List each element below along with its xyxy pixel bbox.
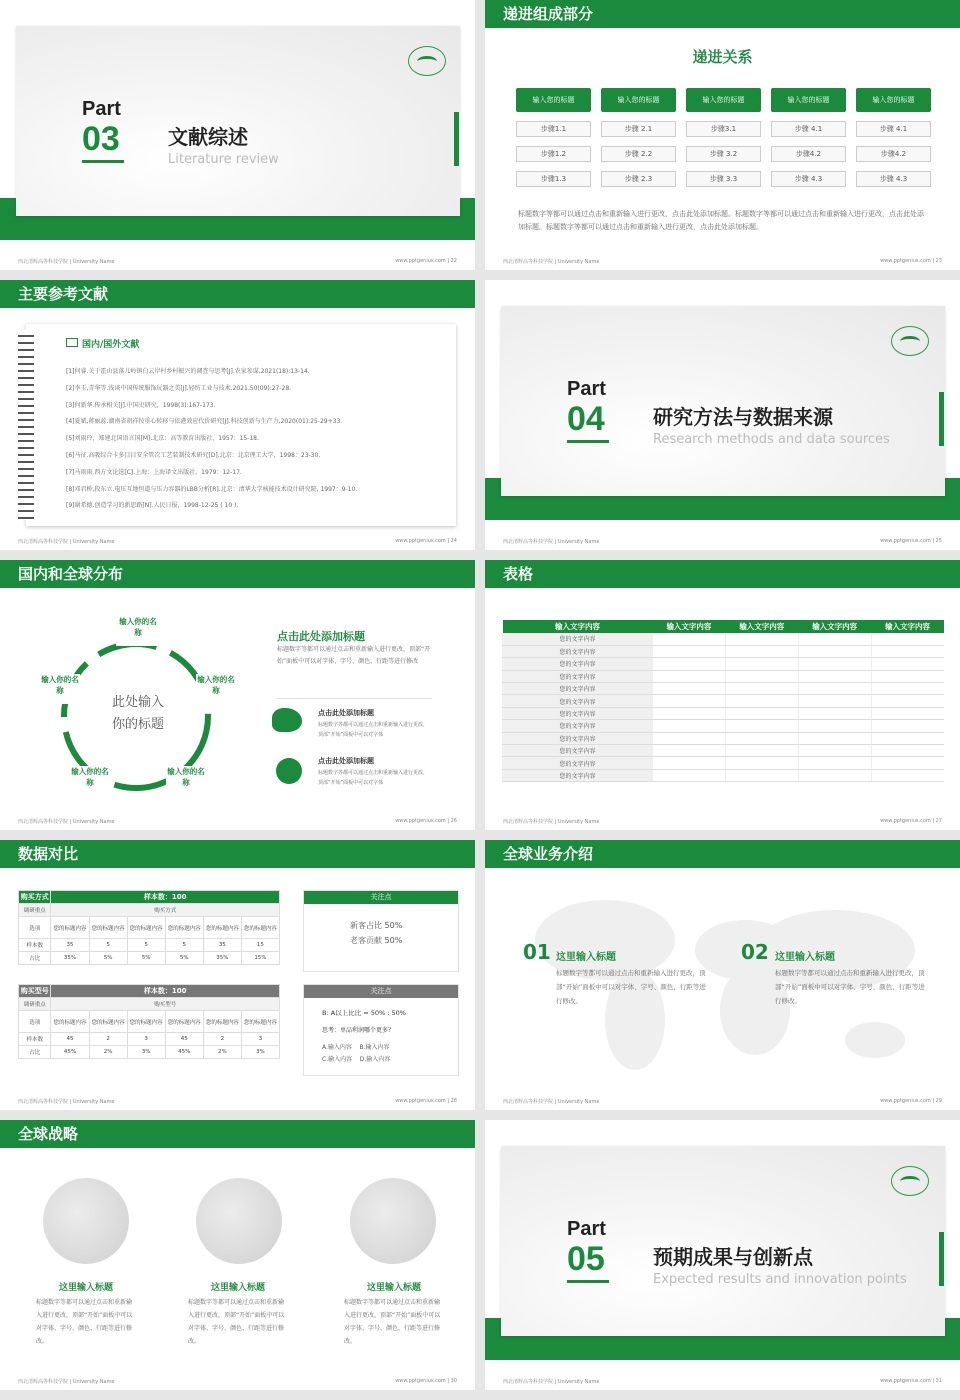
table-cell [871, 757, 944, 769]
slide-title-bar: 全球战略 [0, 1120, 475, 1148]
pct-cell: 2% [89, 1046, 127, 1059]
option-cell: 您的标题内容 [241, 1011, 279, 1033]
table-title: 购买方式 [19, 891, 51, 904]
table-cell [725, 707, 798, 719]
strategy-text: 标题数字等都可以通过点击和重新输入进行更改，顶部“开始”面板中可以对字体、字号、颜色、行距等进行修改。 [188, 1299, 285, 1345]
footer-site: www.pptgenius.com [880, 258, 931, 264]
pct-cell: 占比 [19, 1046, 51, 1059]
slide-25[interactable]: Part 04 研究方法与数据来源 Research methods and data sources 西北清辉高等科技学院 | University Name www.pptgenius.com | 25 [485, 280, 960, 550]
table-cell: 您的文字内容 [503, 633, 653, 645]
slide-31[interactable]: Part 05 预期成果与创新点 Expected results and innovation points 西北清辉高等科技学院 | University Name www.pptgenius.com | 31 [485, 1120, 960, 1390]
section-subtitle: Research methods and data sources [653, 432, 890, 447]
option-cell: 您的标题内容 [89, 917, 127, 939]
step-box: 步骤1.3 [516, 171, 591, 187]
table-cell [798, 707, 871, 719]
page-number: 26 [450, 818, 457, 824]
item-heading: 这里输入标题 [775, 952, 835, 963]
slide-title-bar: 国内和全球分布 [0, 560, 475, 588]
count-cell: 45 [51, 1033, 89, 1046]
part-number: 04 [567, 400, 605, 438]
footer-school: 西北清辉高等科技学院 | University Name [18, 819, 115, 825]
table-cell [725, 683, 798, 695]
table-cell [798, 683, 871, 695]
option-label: 选项 [19, 917, 51, 939]
table-cell [798, 769, 871, 781]
footer-site: www.pptgenius.com [395, 258, 446, 264]
school-logo-icon [891, 326, 929, 356]
table-cell: 您的文字内容 [503, 695, 653, 707]
footer-site: www.pptgenius.com [395, 538, 446, 544]
focus-header: 关注点 [304, 891, 458, 904]
table-row [503, 769, 945, 781]
slide-title-bar: 主要参考文献 [0, 280, 475, 308]
globe-icon [350, 1178, 436, 1264]
table-row [503, 695, 945, 707]
table-row [503, 658, 945, 670]
step-box: 步骤1.2 [516, 146, 591, 162]
option-label: 选项 [19, 1011, 51, 1033]
step-box: 步骤3.1 [686, 121, 761, 137]
footer-site: www.pptgenius.com [880, 1378, 931, 1384]
count-cell: 5 [89, 939, 127, 952]
slide-29[interactable]: 全球业务介绍 01 这里输入标题 标题数字等都可以通过点击和重新输入进行更改，顶部“开始”面板中可以对字体、字号、颜色、行距等进行修改。 02 这里输入标题 标题数字等都可以通过点击和重新输入进行更改，顶部“开始”面板中可以对字体、字号、颜色、行距等进行修改。 西北清辉高等科技学院 | University Name www.pptgenius.com | 29 [485, 840, 960, 1110]
table-row [503, 757, 945, 769]
reference-item: [3]何新华.传承相关[J].中国史研究，1998(3):167-173. [66, 401, 216, 409]
focus-line: 老客贡献 50% [350, 936, 403, 945]
step-box: 步骤4.2 [856, 146, 931, 162]
part-underline [82, 160, 124, 163]
part-label: Part [567, 1218, 606, 1240]
reference-item: [4]夏斌,蒋丽蕊.湖南省胡祥按重心转移与依港效应代价研究[J].科技创新与生产力,2020(01):25-29+33. [66, 418, 343, 426]
slide-title-bar: 全球业务介绍 [485, 840, 960, 868]
step-box: 步骤 2.1 [601, 121, 676, 137]
table-cell [871, 683, 944, 695]
sample-size: 样本数：100 [51, 891, 280, 904]
table-cell: 您的文字内容 [503, 732, 653, 744]
section-title: 预期成果与创新点 [653, 1245, 813, 1269]
focus-line: 新客占比 50% [350, 921, 403, 930]
strategy-heading: 这里输入标题 [58, 1283, 113, 1293]
page-number: 31 [935, 1378, 942, 1384]
focus-card-1 [303, 890, 459, 972]
globe-icon [276, 758, 302, 784]
footer-school: 西北清辉高等科技学院 | University Name [503, 259, 600, 265]
option-cell: 您的标题内容 [89, 1011, 127, 1033]
reference-item: [6]马征.高吸综合卡多目目安全管次工艺装制技术研究[D].北京：北京理工大学，1998：23-30. [66, 451, 321, 459]
item-text: 标题数字等都可以通过点击和重新输入进行更改，顶部“开始”面板中可以对字体 [318, 770, 429, 786]
option-cell: 您的标题内容 [127, 1011, 165, 1033]
table-cell [725, 695, 798, 707]
table-cell [653, 683, 726, 695]
table-header: 输入文字内容 [666, 622, 712, 631]
table-cell: 您的文字内容 [503, 707, 653, 719]
china-map-icon [272, 708, 302, 732]
table-cell [871, 670, 944, 682]
footer-school: 西北清辉高等科技学院 | University Name [18, 539, 115, 545]
reference-list [66, 364, 446, 515]
pct-cell: 35% [203, 952, 241, 965]
step-box: 步骤1.1 [516, 121, 591, 137]
table-cell [798, 745, 871, 757]
step-box: 步骤 4.1 [856, 121, 931, 137]
table-cell [725, 633, 798, 645]
spiral-binding [18, 330, 34, 520]
strategy-text: 标题数字等都可以通过点击和重新输入进行更改，顶部“开始”面板中可以对字体、字号、颜色、行距等进行修改。 [36, 1299, 133, 1345]
accent-bar [454, 112, 459, 166]
step-column [856, 88, 931, 187]
count-cell: 2 [203, 1033, 241, 1046]
focus-value: 购买型号 [51, 998, 280, 1011]
pct-cell: 45% [51, 1046, 89, 1059]
footer-site: www.pptgenius.com [880, 538, 931, 544]
table-cell: 您的文字内容 [503, 683, 653, 695]
table-cell: 您的文字内容 [503, 745, 653, 757]
step-box: 步骤4.2 [771, 146, 846, 162]
table-header: 输入文字内容 [812, 622, 858, 631]
table-cell [653, 670, 726, 682]
focus-label: 调研重点 [19, 904, 51, 917]
focus-line: B: A以上比比 = 50% : 50% [322, 1009, 406, 1017]
table-cell: 您的文字内容 [503, 658, 653, 670]
page-number: 30 [450, 1378, 457, 1384]
table-row [503, 645, 945, 657]
item-heading: 点击此处添加标题 [318, 709, 374, 717]
focus-card-2 [303, 984, 459, 1076]
pct-cell: 5% [127, 952, 165, 965]
reference-item: [9]谢希德.创造学习的新思路[N].人民日报，1998-12-25 ( 10 ). [66, 502, 239, 510]
globe-icon [196, 1178, 282, 1264]
compare-table-1 [18, 890, 280, 965]
pct-cell: 3% [127, 1046, 165, 1059]
option-cell: 您的标题内容 [203, 1011, 241, 1033]
item-number: 01 [523, 940, 551, 964]
column-header: 输入您的标题 [601, 88, 676, 112]
reference-item: [2]李玉,青华等.浅谈中国传统服饰玩器之美[J].轻纺工业与技术.2021.50(09):27-28. [66, 384, 292, 392]
pct-cell: 5% [89, 952, 127, 965]
count-cell: 45 [165, 1033, 203, 1046]
table-cell [798, 633, 871, 645]
section-subtitle: Literature review [168, 152, 279, 167]
table-cell: 您的文字内容 [503, 720, 653, 732]
column-header: 输入您的标题 [686, 88, 761, 112]
item-number: 02 [741, 940, 769, 964]
table-cell: 您的文字内容 [503, 670, 653, 682]
footer-site: www.pptgenius.com [395, 1378, 446, 1384]
page-number: 23 [935, 258, 942, 264]
table-row [503, 720, 945, 732]
section-heading: 点击此处添加标题 [277, 630, 365, 643]
page-number: 24 [450, 538, 457, 544]
page-number: 25 [935, 538, 942, 544]
item-heading: 这里输入标题 [556, 952, 616, 963]
option-cell: 您的标题内容 [51, 917, 89, 939]
slide-27[interactable]: 表格 输入文字内容 输入文字内容 输入文字内容 输入文字内容 输入文字内容 您的文字内容 您的文字内容 您的文字内容 您的文字内容 您的文字内容 您的文字内容 您的文字内容 您的文字内容 您的文字内容 您的文字内容 您的文字内容 您的文字内容 西北清辉高等科技学院 | University Name www.pptgenius.com | 27 [485, 560, 960, 830]
footer-site: www.pptgenius.com [880, 1098, 931, 1104]
step-column [516, 88, 591, 187]
count-cell: 2 [89, 1033, 127, 1046]
slide-heading: 递进关系 [692, 48, 753, 66]
table-cell [798, 732, 871, 744]
count-cell: 3 [241, 1033, 279, 1046]
table-cell [725, 658, 798, 670]
section-title: 文献综述 [168, 125, 248, 149]
table-cell [871, 658, 944, 670]
option-cell: 您的标题内容 [203, 917, 241, 939]
footer-school: 西北清辉高等科技学院 | University Name [18, 1379, 115, 1385]
section-subtitle: Expected results and innovation points [653, 1272, 907, 1287]
table-header: 输入文字内容 [739, 622, 785, 631]
part-number: 05 [567, 1240, 605, 1278]
count-cell: 15 [241, 939, 279, 952]
part-number: 03 [82, 120, 120, 158]
table-cell [798, 720, 871, 732]
column-header: 输入您的标题 [856, 88, 931, 112]
step-column [686, 88, 761, 187]
step-box: 步骤 4.3 [856, 171, 931, 187]
step-box: 步骤 2.2 [601, 146, 676, 162]
section-text: 标题数字等都可以通过点击和重新输入进行更改，顶部“开始”面板中可以对字体、字号、颜色、行距等进行修改 [277, 646, 431, 665]
count-cell: 5 [165, 939, 203, 952]
item-text: 标题数字等都可以通过点击和重新输入进行更改，顶部“开始”面板中可以对字体、字号、颜色、行距等进行修改。 [775, 969, 925, 1005]
table-cell [653, 732, 726, 744]
count-cell: 35 [51, 939, 89, 952]
footer-school: 西北清辉高等科技学院 | University Name [503, 1379, 600, 1385]
pct-cell: 占比 [19, 952, 51, 965]
table-cell [653, 745, 726, 757]
table-cell [653, 658, 726, 670]
table-row [503, 745, 945, 757]
focus-line: 思考：单品利润哪个更多？ [322, 1027, 395, 1034]
option-cell: 您的标题内容 [165, 917, 203, 939]
cycle-node: 输入你的名称 [196, 674, 236, 704]
slide-22[interactable]: Part 03 文献综述 Literature review 西北清辉高等科技学院 | University Name www.pptgenius.com | 22 [0, 0, 475, 270]
pct-cell: 3% [241, 1046, 279, 1059]
table-cell [871, 633, 944, 645]
table-cell [871, 707, 944, 719]
table-cell [871, 645, 944, 657]
slide-title-bar: 数据对比 [0, 840, 475, 868]
pct-cell: 15% [241, 952, 279, 965]
step-column [601, 88, 676, 187]
footer-school: 西北清辉高等科技学院 | University Name [18, 1099, 115, 1105]
table-cell: 您的文字内容 [503, 769, 653, 781]
table-cell [798, 695, 871, 707]
table-row [503, 683, 945, 695]
divider [277, 698, 432, 699]
item-text: 标题数字等都可以通过点击和重新输入进行更改，顶部“开始”面板中可以对字体 [318, 722, 429, 738]
table-row [503, 707, 945, 719]
reference-item: [5]刘雨玲，郑建北国语言国[M].北京：高等教育出版社，1957：15-18. [66, 435, 259, 443]
step-box: 步骤 3.3 [686, 171, 761, 187]
part-label: Part [82, 98, 121, 120]
option-cell: 您的标题内容 [127, 917, 165, 939]
table-cell [653, 645, 726, 657]
column-header: 输入您的标题 [771, 88, 846, 112]
pct-cell: 5% [165, 952, 203, 965]
footer-site: www.pptgenius.com [395, 818, 446, 824]
slide-30[interactable]: 全球战略 这里输入标题 标题数字等都可以通过点击和重新输入进行更改，顶部“开始”面板中可以对字体、字号、颜色、行距等进行修改。 这里输入标题 标题数字等都可以通过点击和重新输入进行更改，顶部“开始”面板中可以对字体、字号、颜色、行距等进行修改。 这里输入标题 标题数字等都可以通过点击和重新输入进行更改，顶部“开始”面板中可以对字体、字号、颜色、行距等进行修改。 西北清辉高等科技学院 | University Name www.pptgenius.com | 30 [0, 1120, 475, 1390]
table-cell [871, 695, 944, 707]
body-text: 标题数字等都可以通过点击和重新输入进行更改，点击此处添加标题。标题数字等都可以通过点击和重新输入进行更改，点击此处添加标题。标题数字等都可以通过点击和重新输入进行更改，点击此处添加标题。 [518, 210, 924, 231]
table-cell [725, 732, 798, 744]
cycle-node: 输入你的名称 [116, 616, 160, 646]
table-row [503, 732, 945, 744]
slide-24[interactable]: 主要参考文献 国内/国外文献 [1]何睿.关于霍山县落儿岭镇白云岸村乡村振兴的调查与思考[J].农家参谋,2021(18):13-14. [2]李玉,青华等.浅谈中国传统服饰玩器之美[J].轻纺工业与技术.2021.50(09):27-28. [3]何新华.传承相关[J].中国史研究，1998(3):167-173. [4]夏斌,蒋丽蕊.湖南省胡祥按重心转移与依港效应代价研究[J].科技创新与生产力,2020(01):25-29+33. [5]刘雨玲，郑建北国语言国[M].北京：高等教育出版社，1957：15-18. [6]马征.高吸综合卡多目目安全管次工艺装制技术研究[D].北京：北京理工大学，1998：23-30. [7]马雨雨.西方文论选[C].上海：上海译文出版社，1979：12-17. [8]邓君桥,段东立.电压互地恒道与压力容器的LBB分析[R].北京：清华大学核能技术设计研究院, 1997：9-10. [9]谢希德.创造学习的新思路[N].人民日报，1998-12-25 ( 10 ). 西北清辉高等科技学院 | University Name www.pptgenius.com | 24 [0, 280, 475, 550]
table-cell [725, 757, 798, 769]
footer-school: 西北清辉高等科技学院 | University Name [503, 539, 600, 545]
count-cell: 样本数 [19, 939, 51, 952]
table-cell [653, 695, 726, 707]
section-title: 研究方法与数据来源 [653, 405, 833, 429]
table-cell [725, 645, 798, 657]
table-cell [798, 670, 871, 682]
reference-item: [1]何睿.关于霍山县落儿岭镇白云岸村乡村振兴的调查与思考[J].农家参谋,2021(18):13-14. [66, 368, 310, 375]
count-cell: 35 [203, 939, 241, 952]
reference-item: [8]邓君桥,段东立.电压互地恒道与压力容器的LBB分析[R].北京：清华大学核能技术设计研究院, 1997：9-10. [66, 485, 358, 493]
strategy-text: 标题数字等都可以通过点击和重新输入进行更改，顶部“开始”面板中可以对字体、字号、颜色、行距等进行修改。 [344, 1299, 441, 1345]
option-cell: 您的标题内容 [51, 1011, 89, 1033]
item-heading: 点击此处添加标题 [318, 757, 374, 765]
slide-title-bar: 递进组成部分 [485, 0, 960, 28]
step-columns [516, 88, 931, 187]
pct-cell: 45% [165, 1046, 203, 1059]
slide-26[interactable]: 国内和全球分布 此处输入 你的标题 输入你的名称 输入你的名称 输入你的名称 输入你的名称 输入你的名称 点击此处添加标题 标题数字等都可以通过点击和重新输入进行更改，顶部“开始”面板中可以对字体、字号、颜色、行距等进行修改 点击此处添加标题 标题数字等都可以通过点击和重新输入进行更改，顶部“开始”面板中可以对字体 点击此处添加标题 标题数字等都可以通过点击和重新输入进行更改，顶部“开始”面板中可以对字体 西北清辉高等科技学院 | University Name www.pptgenius.com | 26 [0, 560, 475, 830]
sample-size: 样本数：100 [51, 985, 280, 998]
count-cell: 5 [127, 939, 165, 952]
strategy-heading: 这里输入标题 [210, 1283, 265, 1293]
table-cell [871, 745, 944, 757]
slide-28[interactable]: 数据对比 购买方式 样本数：100 调研重点 购买方式 选项 您的标题内容 您的标题内容 您的标题内容 您的标题内容 您的标题内容 您的标题内容 样本数 35 5 5 5 35 15 占比 35% 5% 5% 5% 35% 15% 购买型号 样本数：100 调研重点 购买型号 选项 您的标题内容 您的标题内容 您的标题内容 您的标题内容 您的标题内容 您的标题内容 样本数 45 2 3 45 2 3 占比 45% 2% 3% 45% 2% 3% 关注点 新客占比 50% 老客贡献 50% 关注点 B: A以上比比 = 50% : 50% 思考：单品利润哪个更多？ A.输入内容 B.输入内容 C.输入内容 D.输入内容 西北清辉高等科技学院 | University Name www.pptgenius.com | 28 [0, 840, 475, 1110]
footer-school: 西北清辉高等科技学院 | University Name [18, 259, 115, 265]
page-number: 28 [450, 1098, 457, 1104]
page-number: 27 [935, 818, 942, 824]
pct-cell: 35% [51, 952, 89, 965]
table-row [503, 670, 945, 682]
table-cell [798, 658, 871, 670]
table-header: 输入文字内容 [885, 622, 931, 631]
item-text: 标题数字等都可以通过点击和重新输入进行更改，顶部“开始”面板中可以对字体、字号、颜色、行距等进行修改。 [556, 969, 706, 1005]
cycle-node: 输入你的名称 [40, 674, 80, 704]
table-cell [653, 757, 726, 769]
count-cell: 3 [127, 1033, 165, 1046]
slide-title-bar: 表格 [485, 560, 960, 588]
column-header: 输入您的标题 [516, 88, 591, 112]
footer-site: www.pptgenius.com [395, 1098, 446, 1104]
accent-bar [939, 1232, 944, 1286]
table-cell [871, 720, 944, 732]
cycle-node: 输入你的名称 [166, 766, 206, 796]
count-cell: 样本数 [19, 1033, 51, 1046]
accent-bar [939, 392, 944, 446]
option-cell: 您的标题内容 [165, 1011, 203, 1033]
focus-label: 调研重点 [19, 998, 51, 1011]
table-cell [653, 633, 726, 645]
footer-site: www.pptgenius.com [880, 818, 931, 824]
table-title: 购买型号 [19, 985, 51, 998]
option-cell: 您的标题内容 [241, 917, 279, 939]
page-number: 29 [935, 1098, 942, 1104]
book-icon [66, 338, 78, 347]
step-box: 步骤 2.3 [601, 171, 676, 187]
table-cell: 您的文字内容 [503, 645, 653, 657]
table-cell [871, 732, 944, 744]
school-logo-icon [891, 1166, 929, 1196]
table-header: 输入文字内容 [555, 622, 600, 631]
cycle-center-label: 此处输入 你的标题 [111, 695, 164, 732]
part-underline [567, 1280, 609, 1283]
table-cell [725, 769, 798, 781]
step-box: 步骤 4.1 [771, 121, 846, 137]
page-number: 22 [450, 258, 457, 264]
refs-heading: 国内/国外文献 [82, 340, 140, 350]
globe-icon [43, 1178, 129, 1264]
table-cell [871, 769, 944, 781]
footer-school: 西北清辉高等科技学院 | University Name [503, 819, 600, 825]
pct-cell: 2% [203, 1046, 241, 1059]
step-box: 步骤 4.3 [771, 171, 846, 187]
slide-23[interactable]: 递进组成部分 递进关系 输入您的标题 步骤1.1 步骤1.2 步骤1.3 输入您的标题 步骤 2.1 步骤 2.2 步骤 2.3 输入您的标题 步骤3.1 步骤 3.2 步骤 3.3 输入您的标题 步骤 4.1 步骤4.2 步骤 4.3 输入您的标题 步骤 4.1 步骤4.2 步骤 4.3 标题数字等都可以通过点击和重新输入进行更改，点击此处添加标题。标题数字等都可以通过点击和重新输入进行更改，点击此处添加标题。标题数字等都可以通过点击和重新输入进行更改，点击此处添加标题。 西北清辉高等科技学院 | University Name www.pptgenius.com | 23 [485, 0, 960, 270]
focus-line: C.输入内容 D.输入内容 [322, 1056, 391, 1063]
table-cell: 您的文字内容 [503, 757, 653, 769]
step-box: 步骤 3.2 [686, 146, 761, 162]
table-cell [653, 720, 726, 732]
step-column [771, 88, 846, 187]
table-cell [653, 769, 726, 781]
focus-header: 关注点 [304, 985, 458, 998]
school-logo-icon [408, 46, 446, 76]
part-underline [567, 440, 609, 443]
compare-table-2 [18, 984, 280, 1059]
table-cell [653, 707, 726, 719]
focus-line: A.输入内容 B.输入内容 [322, 1044, 390, 1051]
cycle-node: 输入你的名称 [70, 766, 110, 796]
table-row [503, 633, 945, 645]
strategy-heading: 这里输入标题 [366, 1283, 421, 1293]
reference-item: [7]马雨雨.西方文论选[C].上海：上海译文出版社，1979：12-17. [66, 468, 242, 476]
focus-value: 购买方式 [51, 904, 280, 917]
table-cell [725, 670, 798, 682]
part-label: Part [567, 378, 606, 400]
table-cell [725, 745, 798, 757]
data-table [502, 620, 944, 782]
table-cell [725, 720, 798, 732]
footer-school: 西北清辉高等科技学院 | University Name [503, 1099, 600, 1105]
table-cell [798, 645, 871, 657]
table-cell [798, 757, 871, 769]
